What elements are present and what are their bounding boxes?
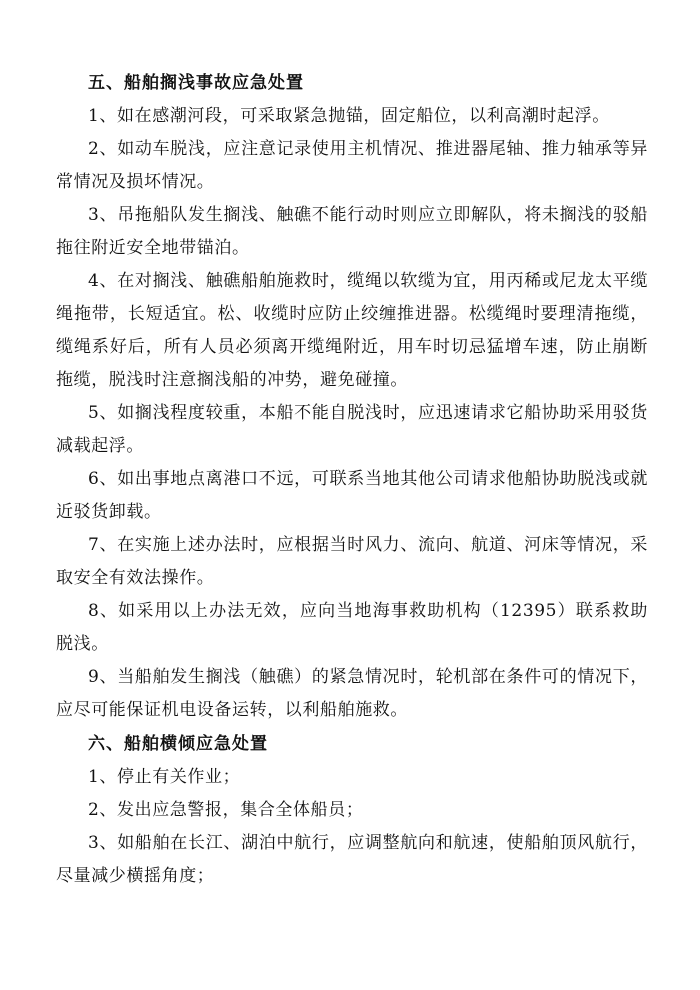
section-6-item-2: 2、发出应急警报，集合全体船员；	[88, 800, 364, 820]
section-6-heading: 六、船舶横倾应急处置	[88, 734, 268, 754]
section-5-item-3: 3、吊拖船队发生搁浅、触礁不能行动时则应立即解队，将未搁浅的驳船拖往附近安全地带锚泊。	[56, 205, 648, 258]
section-6-item-3: 3、如船舶在长江、湖泊中航行，应调整航向和航速，使船舶顶风航行，尽量减少横摇角度；	[56, 833, 648, 886]
section-5-item-6: 6、如出事地点离港口不远，可联系当地其他公司请求他船协助脱浅或就近驳货卸载。	[56, 469, 648, 522]
section-5-item-1: 1、如在感潮河段，可采取紧急抛锚，固定船位，以利高潮时起浮。	[88, 106, 610, 126]
section-5-item-7: 7、在实施上述办法时，应根据当时风力、流向、航道、河床等情况，采取安全有效法操作。	[56, 535, 648, 588]
section-5-item-9: 9、当船舶发生搁浅（触礁）的紧急情况时，轮机部在条件可的情况下，应尽可能保证机电设备运转，以利船舶施救。	[56, 667, 648, 720]
section-5-heading: 五、船舶搁浅事故应急处置	[88, 73, 304, 93]
section-5-item-5: 5、如搁浅程度较重，本船不能自脱浅时，应迅速请求它船协助采用驳货减载起浮。	[56, 403, 648, 456]
section-5-item-4: 4、在对搁浅、触礁船舶施救时，缆绳以软缆为宜，用丙稀或尼龙太平缆绳拖带，长短适宜。松、收缆时应防止绞缠推进器。松缆绳时要理清拖缆，缆绳系好后，所有人员必须离开缆绳附近，用车时切忌猛增车速，防止崩断拖缆，脱浅时注意搁浅船的冲势，避免碰撞。	[56, 271, 648, 390]
section-5-item-2: 2、如动车脱浅，应注意记录使用主机情况、推进器尾轴、推力轴承等异常情况及损坏情况。	[56, 139, 648, 192]
section-5-item-8: 8、如采用以上办法无效，应向当地海事救助机构（12395）联系救助脱浅。	[56, 601, 648, 654]
section-6-item-1: 1、停止有关作业；	[88, 767, 241, 787]
